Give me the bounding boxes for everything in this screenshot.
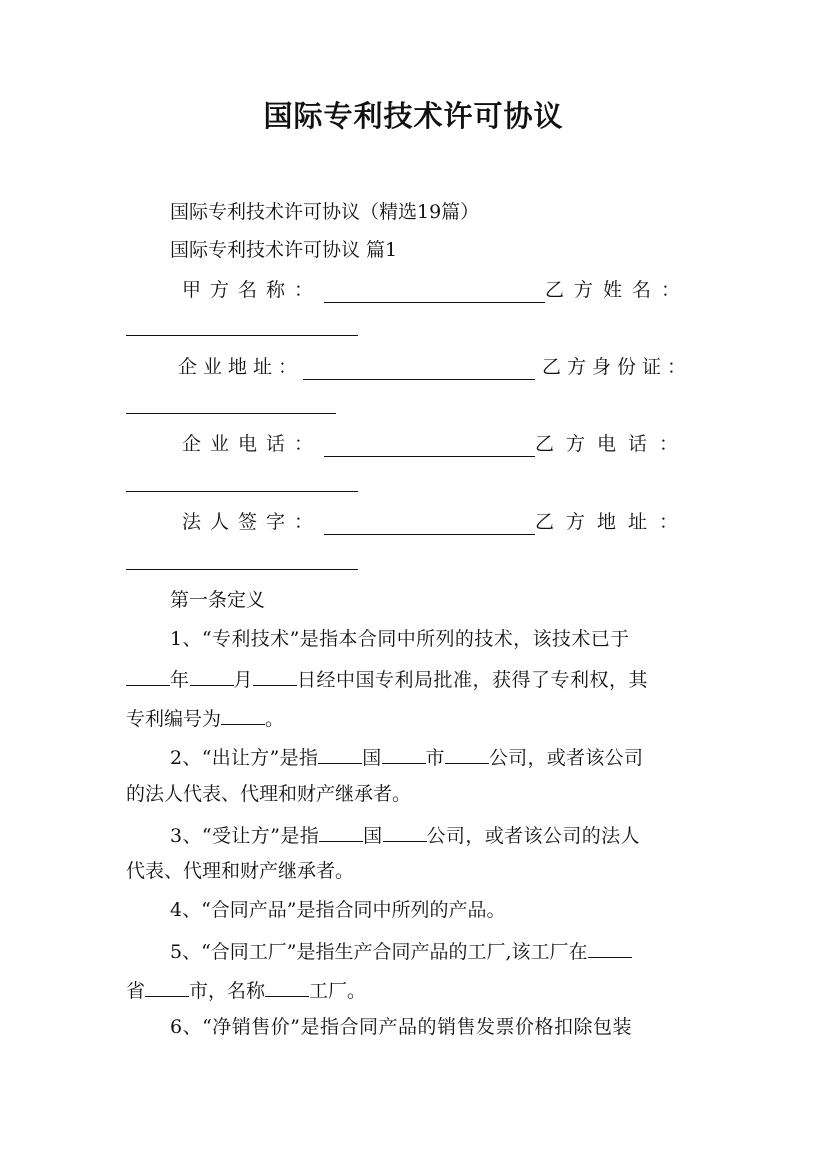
blank-line (318, 743, 362, 764)
item-1-line-3: 专利编号为 。 (126, 704, 702, 732)
item-5-line-1: 5、“合同工厂”是指生产合同产品的工厂,该工厂在 (170, 937, 746, 965)
blank-line (324, 514, 535, 535)
blank-line (303, 359, 535, 380)
blank-line (324, 282, 545, 303)
blank-line (253, 665, 297, 686)
item-4-line-1: 4、“合同产品”是指合同中所列的产品。 (170, 899, 506, 921)
item-2-line-2: 的法人代表、代理和财产继承者。 (126, 783, 412, 805)
blank-line (382, 743, 426, 764)
item-1-line-1: 1、“专利技术”是指本合同中所列的技术，该技术已于 (170, 628, 630, 650)
item-3-line-1: 3、“受让方”是指 国 公司，或者该公司的法人 (170, 821, 746, 849)
document-title: 国际专利技术许可协议 (263, 99, 564, 133)
field-row-company-address (178, 355, 692, 380)
blank-line (588, 937, 632, 958)
blank-line (126, 491, 358, 492)
field-label-company-phone: 企业电话： (182, 433, 323, 455)
document-subtitle: 国际专利技术许可协议（精选19篇） (170, 201, 480, 223)
blank-line (445, 743, 489, 764)
blank-line (126, 413, 336, 414)
blank-line (190, 665, 234, 686)
blank-line (126, 335, 358, 336)
item-1-line-2: 年 月 日经中国专利局批准，获得了专利权，其 (126, 665, 702, 693)
blank-line (319, 821, 363, 842)
field-label-company-address: 企业地址： (178, 356, 304, 378)
item-2-line-1: 2、“出让方”是指 国 市 公司，或者该公司 (170, 743, 746, 771)
item-3-line-2: 代表、代理和财产继承者。 (126, 860, 355, 882)
field-row-legal-signature (182, 510, 690, 535)
item-5-line-2: 省 市，名称 工厂。 (126, 976, 702, 1004)
blank-line (383, 821, 427, 842)
field-label-party-b-id: 乙方身份证： (541, 356, 692, 378)
blank-line (221, 704, 265, 725)
field-label-party-b-phone: 乙方电话： (534, 433, 690, 455)
field-label-party-b-name: 乙方姓名： (544, 279, 690, 301)
blank-line (324, 436, 535, 457)
field-row-company-phone (182, 432, 690, 457)
blank-line (126, 665, 170, 686)
field-label-party-a-name: 甲方名称： (182, 279, 323, 301)
field-row-party-a-name (182, 278, 690, 303)
blank-line (126, 569, 358, 570)
article-heading: 第一条定义 (170, 589, 266, 611)
field-label-party-b-address: 乙方地址： (534, 511, 690, 533)
field-label-legal-signature: 法人签字： (182, 511, 323, 533)
blank-line (265, 976, 309, 997)
section-heading: 国际专利技术许可协议 篇1 (170, 239, 398, 261)
blank-line (145, 976, 189, 997)
item-6-line-1: 6、“净销售价”是指合同产品的销售发票价格扣除包装 (170, 1016, 633, 1038)
